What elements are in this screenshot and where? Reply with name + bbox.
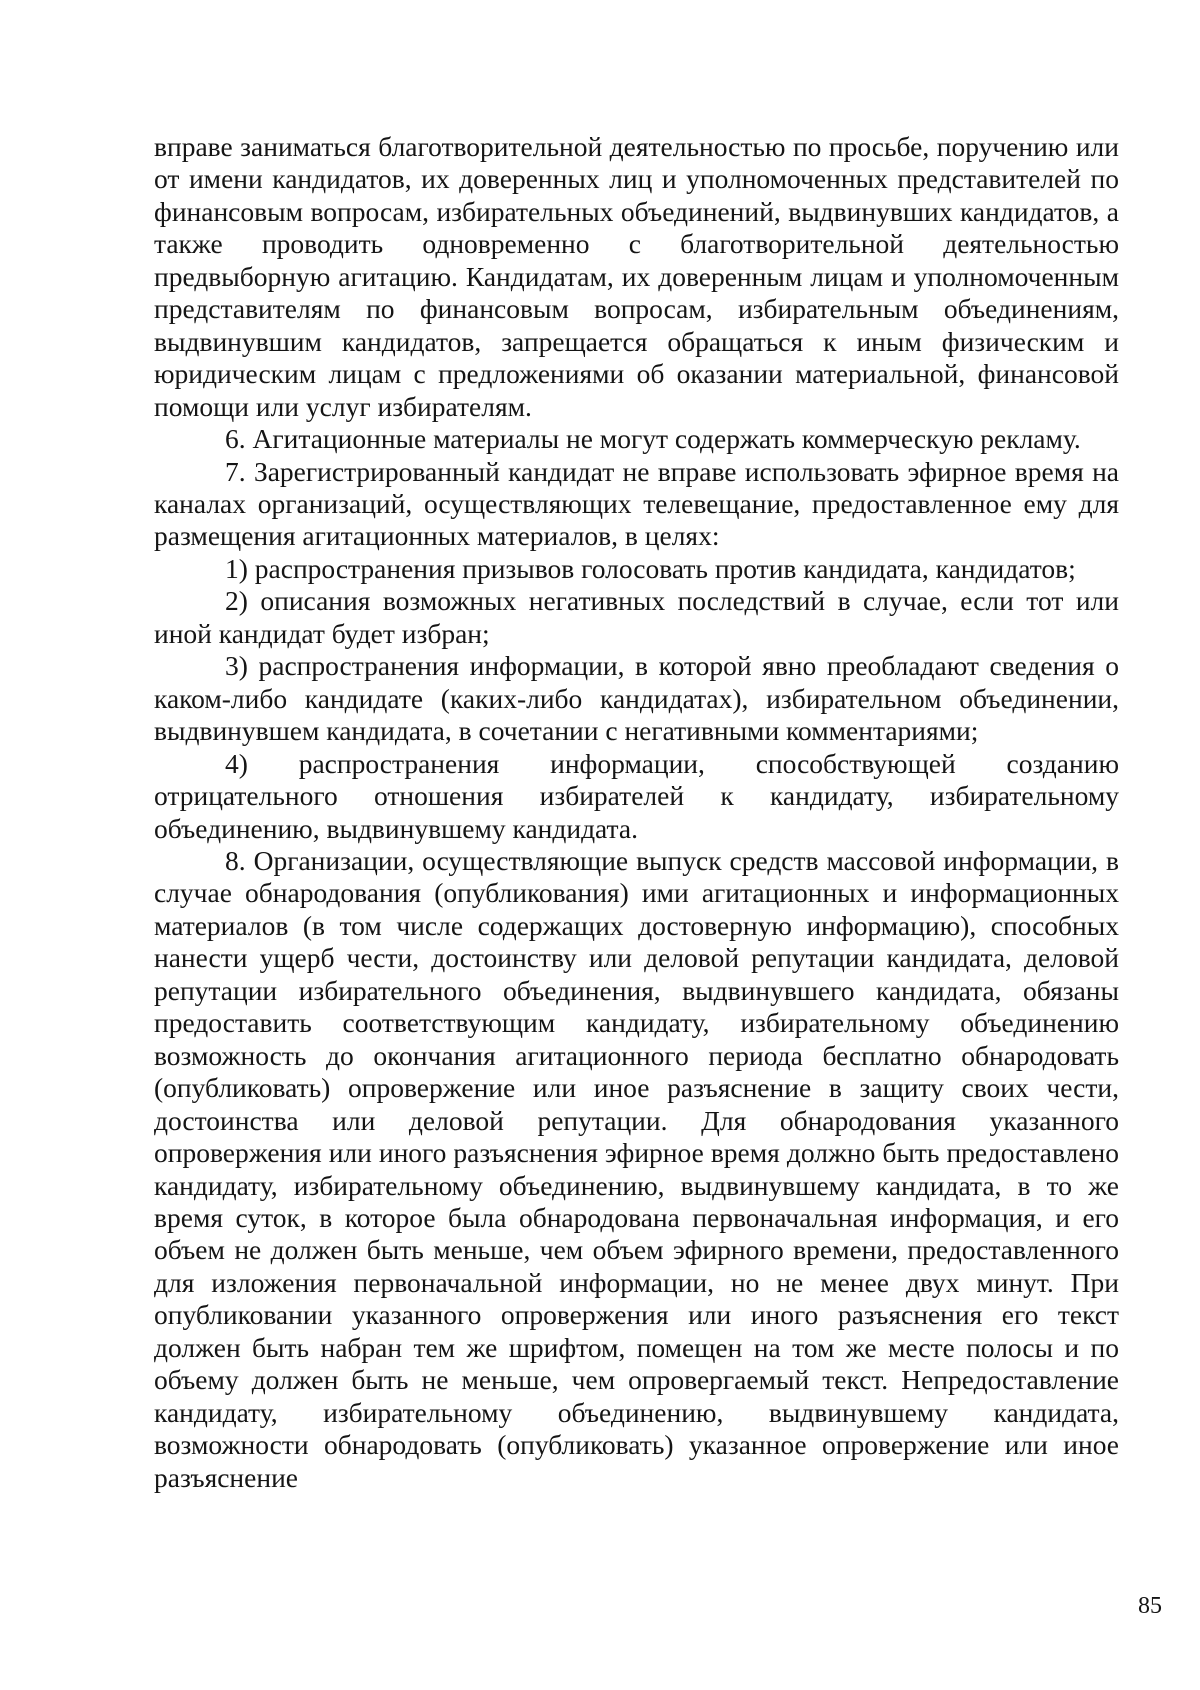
paragraph-item-7-3: 3) распространения информации, в которой явно преобладают сведения о каком-либо кандидате (каких-либо кандидатах), избирательном объединении, выдвинувшем кандидата, в сочетании с негативными комментариями; <box>154 650 1119 747</box>
paragraph-item-7: 7. Зарегистрированный кандидат не вправе использовать эфирное время на каналах организаций, осуществляющих телевещание, предоставленное ему для размещения агитационных материалов, в целях: <box>154 455 1119 552</box>
paragraph-item-7-1: 1) распространения призывов голосовать против кандидата, кандидатов; <box>225 552 1076 584</box>
body-text <box>154 131 1119 1494</box>
paragraph-continuation: вправе заниматься благотворительной деятельностью по просьбе, поручению или от имени кандидатов, их доверенных лиц и уполномоченных представителей по финансовым вопросам, избирательных объединений, выдвинувших кандидатов, а также проводить одновременно с благотворительной деятельностью предвыборную агитацию. Кандидатам, их доверенным лицам и уполномоченным представителям по финансовым вопросам, избирательным объединениям, выдвинувшим кандидатов, запрещается обращаться к иным физическим и юридическим лицам с предложениями об оказании материальной, финансовой помощи или услуг избирателям. <box>154 131 1119 422</box>
paragraph-item-7-4: 4) распространения информации, способствующей созданию отрицательного отношения избирателей к кандидату, избирательному объединению, выдвинувшему кандидата. <box>154 747 1119 844</box>
page-number: 85 <box>1138 1593 1162 1619</box>
paragraph-item-6: 6. Агитационные материалы не могут содержать коммерческую рекламу. <box>225 423 1081 455</box>
paragraph-item-8: 8. Организации, осуществляющие выпуск средств массовой информации, в случае обнародования (опубликования) ими агитационных и информационных материалов (в том числе содержащих достоверную информацию), способных нанести ущерб чести, достоинству или деловой репутации кандидата, деловой репутации избирательного объединения, выдвинувшего кандидата, обязаны предоставить соответствующим кандидату, избирательному объединению возможность до окончания агитационного периода бесплатно обнародовать (опубликовать) опровержение или иное разъяснение в защиту своих чести, достоинства или деловой репутации. Для обнародования указанного опровержения или иного разъяснения эфирное время должно быть предоставлено кандидату, избирательному объединению, выдвинувшему кандидата, в то же время суток, в которое была обнародована первоначальная информация, и его объем не должен быть меньше, чем объем эфирного времени, предоставленного для изложения первоначальной информации, но не менее двух минут. При опубликовании указанного опровержения или иного разъяснения его текст должен быть набран тем же шрифтом, помещен на том же месте полосы и по объему должен быть не меньше, чем опровергаемый текст. Непредоставление кандидату, избирательному объединению, выдвинувшему кандидата, возможности обнародовать (опубликовать) указанное опровержение или иное разъяснение <box>154 844 1119 1493</box>
paragraph-item-7-2: 2) описания возможных негативных последствий в случае, если тот или иной кандидат будет избран; <box>154 585 1119 649</box>
